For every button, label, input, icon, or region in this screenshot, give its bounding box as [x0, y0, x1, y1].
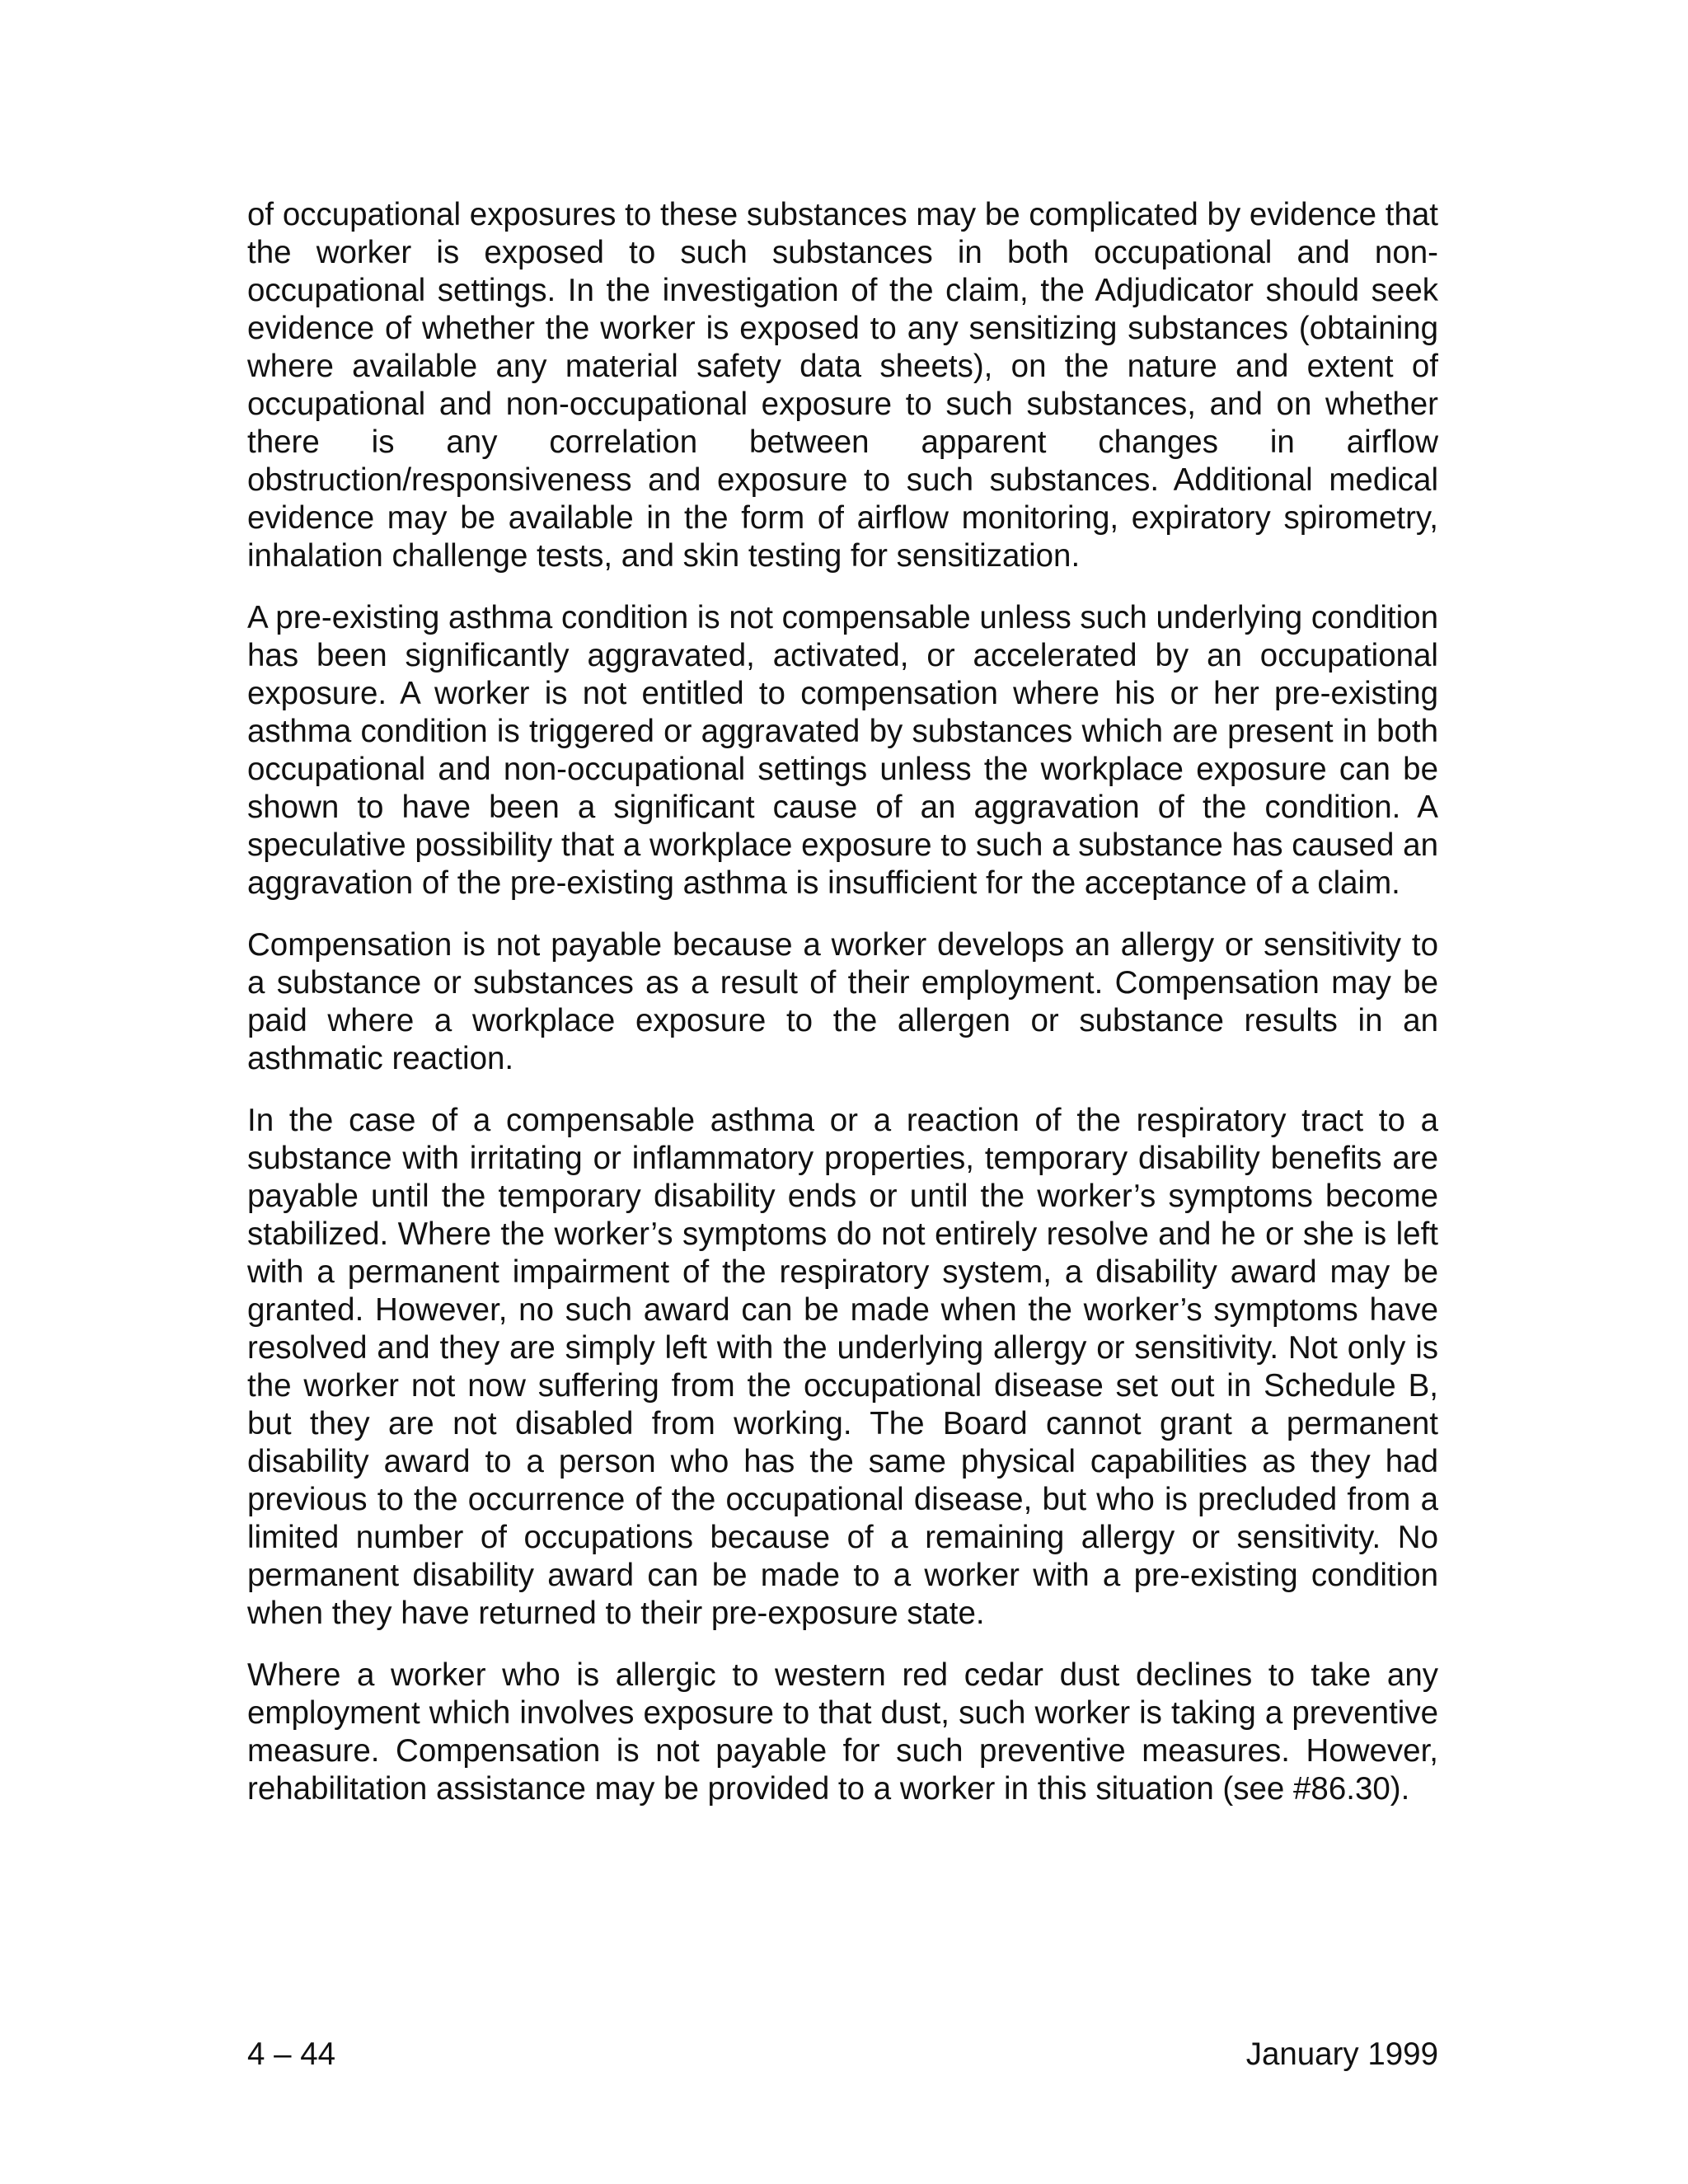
page-footer [247, 2036, 1438, 2077]
paragraph-allergy-sensitivity: Compensation is not payable because a worker develops an allergy or sensitivity to a substance or substances as a result of their employment. Compensation may be paid where a workplace exposure to the allergen or substance results in an asthmatic reaction. [247, 927, 1438, 1076]
paragraph-exposure-evidence: of occupational exposures to these substances may be complicated by evidence that the worker is exposed to such substances in both occupational and non-occupational settings. In the investigation of the claim, the Adjudicator should seek evidence of whether the worker is exposed to any sensitizing substances (obtaining where available any material safety data sheets), on the nature and extent of occupational and non-occupational exposure to such substances, and on whether there is any correlation between apparent changes in airflow obstruction/responsiveness and exposure to such substances. Additional medical evidence may be available in the form of airflow monitoring, expiratory spirometry, inhalation challenge tests, and skin testing for sensitization. [247, 197, 1438, 574]
paragraph-disability-benefits: In the case of a compensable asthma or a reaction of the respiratory tract to a substance with irritating or inflammatory properties, temporary disability benefits are payable until the temporary disability ends or until the worker’s symptoms become stabilized. Where the worker’s symptoms do not entirely resolve and he or she is left with a permanent impairment of the respiratory system, a disability award may be granted. However, no such award can be made when the worker’s symptoms have resolved and they are simply left with the underlying allergy or sensitivity. Not only is the worker not now suffering from the occupational disease set out in Schedule B, but they are not disabled from working. The Board cannot grant a permanent disability award to a person who has the same physical capabilities as they had previous to the occurrence of the occupational disease, but who is precluded from a limited number of occupations because of a remaining allergy or sensitivity. No permanent disability award can be made to a worker with a pre-existing condition when they have returned to their pre-exposure state. [247, 1103, 1438, 1631]
paragraph-preventive-measures: Where a worker who is allergic to western red cedar dust declines to take any employment which involves exposure to that dust, such worker is taking a preventive measure. Compensation is not payable for such preventive measures. However, rehabilitation assistance may be provided to a worker in this situation (see #86.30). [247, 1657, 1438, 1807]
body-text [247, 196, 1438, 1832]
paragraph-pre-existing-asthma: A pre-existing asthma condition is not compensable unless such underlying condition has been significantly aggravated, activated, or accelerated by an occupational exposure. A worker is not entitled to compensation where his or her pre-existing asthma condition is triggered or aggravated by substances which are present in both occupational and non-occupational settings unless the workplace exposure can be shown to have been a significant cause of an aggravation of the condition. A speculative possibility that a workplace exposure to such a substance has caused an aggravation of the pre-existing asthma is insufficient for the acceptance of a claim. [247, 600, 1438, 901]
footer-date: January 1999 [1245, 2036, 1438, 2072]
page-number: 4 – 44 [247, 2036, 336, 2072]
